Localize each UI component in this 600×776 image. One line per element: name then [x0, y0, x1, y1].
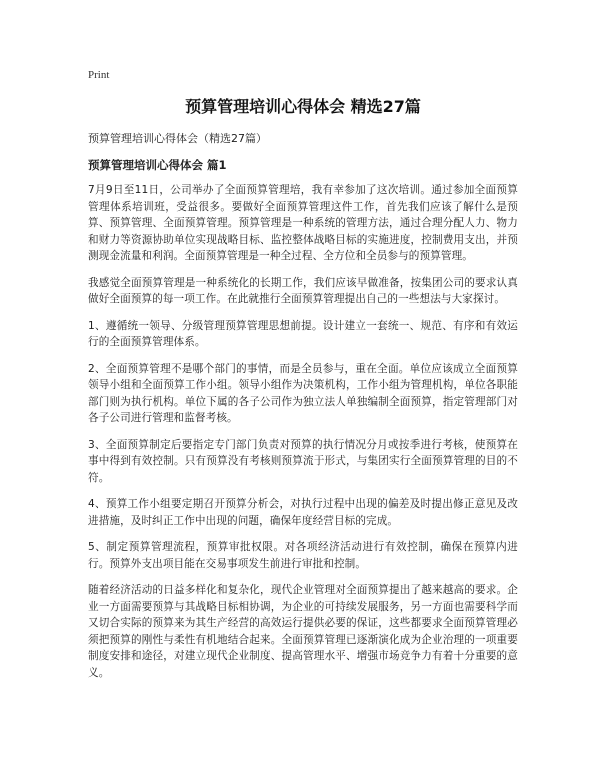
paragraph-6: 4、预算工作小组要定期召开预算分析会，对执行过程中出现的偏差及时提出修正意见及改进措施，及时纠正工作中出现的问题，确保年度经营目标的完成。	[88, 498, 518, 527]
paragraph-2: 我感觉全面预算管理是一种系统化的长期工作，我们应该早做准备，按集团公司的要求认真做好全面预算的每一项工作。在此就推行全面预算管理提出自己的一些想法与大家探讨。	[88, 276, 518, 305]
page-title: 预算管理培训心得体会 精选27篇	[185, 97, 421, 116]
print-link[interactable]: Print	[88, 69, 110, 81]
document-subtitle: 预算管理培训心得体会（精选27篇）	[88, 132, 267, 145]
paragraph-5: 3、全面预算制定后要指定专门部门负责对预算的执行情况分月或按季进行考核，使预算在事中得到有效控制。只有预算没有考核则预算流于形式，与集团实行全面预算管理的目的不符。	[88, 438, 518, 484]
paragraph-4: 2、全面预算管理不是哪个部门的事情，而是全员参与，重在全面。单位应该成立全面预算领导小组和全面预算工作小组。领导小组作为决策机构，工作小组为管理机构，单位各职能部门则为执行机构。单位下属的各子公司作为独立法人单独编制全面预算，指定管理部门对各子公司进行管理和监督考核。	[88, 362, 518, 424]
document-page	[88, 68, 518, 691]
section-title: 预算管理培训心得体会 篇1	[88, 158, 227, 172]
paragraph-7: 5、制定预算管理流程，预算审批权限。对各项经济活动进行有效控制，确保在预算内进行。预算外支出项目能在交易事项发生前进行审批和控制。	[88, 541, 518, 570]
paragraph-1: 7月9日至11日，公司举办了全面预算管理培，我有幸参加了这次培训。通过参加全面预算管理体系培训班，受益很多。要做好全面预算管理这件工作，首先我们应该了解什么是预算、预算管理、全面预算管理。预算管理是一种系统的管理方法，通过合理分配人力、物力和财力等资源协助单位实现战略目标、监控整体战略目标的实施进度，控制费用支出，并预测现金流量和利润。全面预算管理是一种全过程、全方位和全员参与的预算管理。	[88, 184, 518, 262]
paragraph-3: 1、遵循统一领导、分级管理预算管理思想前提。设计建立一套统一、规范、有序和有效运行的全面预算管理体系。	[88, 319, 518, 348]
paragraph-8: 随着经济活动的日益多样化和复杂化，现代企业管理对全面预算提出了越来越高的要求。企业一方面需要预算与其战略目标相协调，为企业的可持续发展服务，另一方面也需要科学而又切合实际的预算来为其生产经营的高效运行提供必要的保证，这些都要求全面预算管理必须把预算的刚性与柔性有机地结合起来。全面预算管理已逐渐演化成为企业治理的一项重要制度安排和途径，对建立现代企业制度、提高管理水平、增强市场竞争力有着十分重要的意义。	[88, 584, 518, 679]
